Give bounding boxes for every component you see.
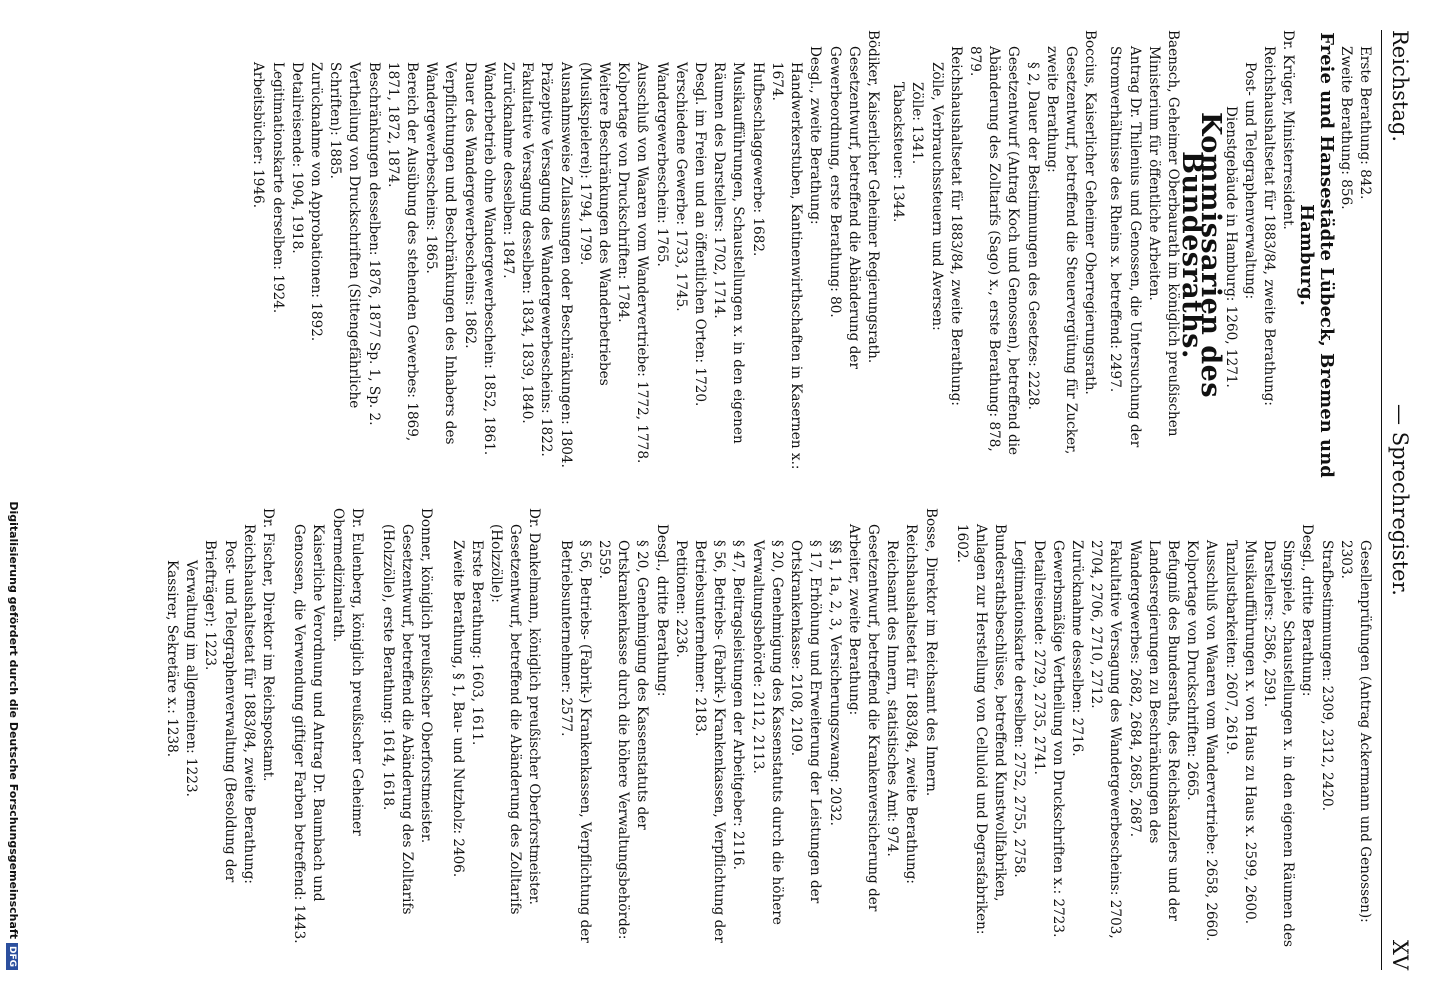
index-entry: Gewerbsmäßige Vertheilung von Druckschriften x.: 2723.	[1049, 540, 1066, 938]
index-entry: Fakultative Versagung desselben: 1834, 1839, 1840.	[519, 62, 536, 424]
index-entry: Post- und Telegraphenverwaltung:	[1241, 62, 1258, 300]
index-entry: Dauer des Wandergewerbescheins: 1862.	[461, 62, 478, 349]
index-entry: Musikaufführungen x. von Haus zu Haus x. 2599, 2600.	[1241, 540, 1258, 925]
index-entry: Desgl., dritte Berathung:	[1299, 524, 1316, 697]
index-entry: § 2, Dauer der Bestimmungen des Gesetzes: 2228.	[1024, 62, 1041, 410]
index-entry: Verpflichtungen und Beschränkungen des Inhabers des Wandergewerbescheins: 1865.	[423, 62, 459, 445]
right-column	[40, 508, 1374, 958]
index-entry: Gesellenprüfungen (Antrag Ackermann und Genossen): 2303.	[1337, 540, 1373, 923]
index-entry: Zurücknahme desselben: 2716.	[1068, 540, 1085, 757]
index-entry: Hufbeschlaggewerbe: 1682.	[749, 62, 766, 257]
funding-text: Digitalisierung gefördert durch die Deutsche Forschungsgemeinschaft	[7, 501, 20, 939]
index-entry: Gesetzentwurf, betreffend die Abänderung der Gewerbeordnung, erste Berathung: 80.	[826, 46, 862, 369]
index-entry: Gesetzentwurf, betreffend die Krankenversicherung der Arbeiter, zweite Berathung:	[845, 524, 881, 912]
entry-spacer	[543, 508, 555, 958]
index-entry: Reichshaushaltsetat für 1883/84, zweite Berathung:	[903, 524, 920, 884]
index-entry: Gesetzentwurf, betreffend die Abänderung des Zolltarifs (Holzzölle):	[488, 524, 524, 915]
index-entry: Zölle: 1341.	[909, 82, 926, 165]
index-entry: Reichsamt des Innern, statistisches Amt: 974.	[884, 540, 901, 857]
entry-spacer	[940, 508, 952, 958]
index-entry: Detailreisende: 1904, 1918.	[288, 62, 305, 254]
index-entry: Bereich der Ausübung des stehenden Gewerbes: 1869, 1871, 1872, 1874.	[384, 62, 421, 442]
index-entry: Boccius, Kaiserlicher Geheimer Oberregierungsrath.	[1082, 30, 1099, 395]
index-entry: Erste Berathung: 842.	[1357, 46, 1373, 200]
index-entry: Weitere Beschränkungen des Wanderbetriebes (Musikspielerei): 1794, 1799.	[576, 62, 613, 386]
index-entry: Reichshaushaltsetat für 1883/84, zweite Berathung:	[1260, 46, 1277, 406]
index-entry: Desgl. im Freien und an öffentlichen Orten: 1720.	[692, 62, 709, 407]
index-entry: Ausschluß von Waaren vom Wandervertriebe: 2658, 2660.	[1203, 540, 1220, 942]
index-entry: Tabacksteuer: 1344.	[890, 82, 907, 223]
index-entry: Gesetzentwurf (Antrag Koch und Genossen), betreffend die Abänderung des Zolltarifs (Sago) x., erste Berathung: 878, 879.	[966, 46, 1022, 456]
index-entry: Beschränkungen desselben: 1876, 1877 Sp. 1, Sp. 2.	[365, 62, 382, 426]
index-entry: Dr. Fischer, Direktor im Reichspostamt.	[260, 508, 277, 782]
index-entry: § 20, Genehmigung des Kassenstatuts der Ortskrankenkasse durch die höhere Verwaltungsbehörde: 2559.	[596, 540, 651, 940]
index-entry: Handwerkerstuben, Kantinenwirthschaften in Kasernen x.: 1674.	[768, 62, 805, 470]
index-entry: Donner, königlich preußischer Oberforstmeister.	[418, 508, 435, 844]
index-entry: § 17, Erhöhung und Erweiterung der Leistungen der Ortskrankenkasse: 2108, 2109.	[788, 540, 824, 904]
index-entry: Legitimationskarte derselben: 1924.	[269, 62, 286, 314]
index-entry: § 47, Beitragsleistungen der Arbeitgeber: 2116.	[730, 540, 747, 870]
funding-stamp	[6, 40, 20, 970]
header-center: — Sprechregister.	[1388, 404, 1412, 596]
index-entry: Dr. Dankelmann, königlich preußischer Oberforstmeister.	[526, 508, 543, 905]
index-entry: Ausschluß von Waaren vom Wandervertriebe: 1772, 1778.	[634, 62, 651, 464]
index-entry: Erste Berathung: 1603, 1611.	[468, 540, 485, 746]
page-number: XV	[1388, 939, 1412, 970]
index-entry: § 20, Genehmigung des Kassenstatuts durch die höhere Verwaltungsbehörde: 2112, 2113.	[749, 540, 785, 925]
index-entry: Wandergewerbeschein: 1765.	[653, 62, 670, 267]
section-heading: Freie und Hansestädte Lübeck, Bremen und Hamburg.	[1296, 32, 1337, 478]
index-entry: Kolportage von Druckschriften: 1784.	[615, 62, 632, 323]
index-entry: Detailreisende: 2729, 2735, 2741.	[1030, 540, 1047, 775]
index-entry: Zurücknahme desselben: 1847.	[500, 62, 517, 279]
index-entry: Desgl., dritte Berathung:	[653, 524, 670, 697]
index-entry: Vertheilung von Druckschriften (Sittengefährliche Schriften): 1885.	[327, 62, 363, 409]
index-entry: Musikaufführungen, Schaustellungen x. in den eigenen Räumen des Darstellers: 1702, 1714.	[711, 62, 747, 444]
dfg-logo: DFG	[6, 943, 18, 970]
index-entry: Zweite Berathung: 856.	[1337, 46, 1354, 210]
page-header	[1382, 30, 1416, 970]
index-entry: Befugniß des Bundesraths, des Reichskanzlers und der Landesregierungen zu Beschränkungen des Wandergewerbes: 2682, 2684, 2685, 2687.	[1126, 540, 1181, 921]
index-entry: Bundesrathsbeschlüsse, betreffend Kunstwollfabriken, Anlagen zur Herstellung von Celluloid und Degrasfabriken: 1602.	[953, 524, 1009, 935]
entry-spacer	[366, 508, 378, 958]
index-entry: Verwaltung im allgemeinen: 1223.	[183, 560, 200, 797]
entry-spacer	[435, 508, 447, 958]
index-entry: Dr. Eulenberg, königlich preußischer Geheimer Obermedizinalrath.	[329, 508, 365, 836]
index-entry: Desgl., zweite Berathung:	[807, 46, 824, 225]
section-heading: Kommissarien des Bundesraths.	[1176, 111, 1227, 399]
index-entry: Arbeitsbücher: 1946.	[250, 62, 267, 209]
index-entry: Singspiele, Schaustellungen x. in den eigenen Räumen des Darstellers: 2586, 2591.	[1260, 540, 1297, 947]
index-entry: Kassirer, Sekretäre x.: 1238.	[164, 560, 181, 758]
index-entry: Legitimationskarte derselben: 2752, 2755, 2758.	[1011, 540, 1028, 878]
index-entry: Baensch, Geheimer Oberbaurath im königlich preußischen Ministerium für öffentliche Arbeiten.	[1145, 30, 1181, 437]
index-entry: Wanderbetrieb ohne Wandergewerbeschein: 1852, 1861.	[480, 62, 497, 456]
index-entry: Gesetzentwurf, betreffend die Abänderung des Zolltarifs (Holzzölle), erste Berathung: 1614, 1618.	[380, 524, 416, 915]
index-entry: Verschiedene Gewerbe: 1733, 1745.	[672, 62, 689, 312]
header-rule	[1381, 30, 1382, 970]
index-entry: § 56, Betriebs- (Fabrik-) Krankenkassen, Verpflichtung der Betriebsunternehmer: 2183.	[692, 540, 728, 943]
index-entry: Bosse, Direktor im Reichsamt des Innern.	[922, 508, 939, 797]
index-entry: Ausnahmsweise Zulassungen oder Beschränkungen: 1804.	[557, 62, 574, 468]
index-entry: Post- und Telegraphenverwaltung (Besoldung der Briefträger): 1223.	[202, 540, 238, 883]
index-entry: Petitionen: 2236.	[672, 540, 689, 658]
index-entry: Kolportage von Druckschriften: 2665.	[1184, 540, 1201, 801]
index-entry: Reichshaushaltsetat für 1883/84, zweite Berathung:	[947, 46, 964, 406]
index-entry: Zurücknahme von Approbationen: 1892.	[308, 62, 325, 342]
left-column	[40, 30, 1374, 480]
index-entry: Dr. Krüger, Ministerresident.	[1280, 30, 1297, 230]
index-entry: Fakultative Versagung des Wandergewerbescheins: 2703, 2704, 2706, 2710, 2712.	[1088, 540, 1124, 939]
index-entry: Zölle, Verbrauchssteuern und Aversen:	[928, 62, 945, 331]
index-entry: Zweite Berathung, § 1, Bau- und Nutzholz: 2406.	[449, 540, 466, 878]
entry-spacer	[277, 508, 289, 958]
index-entry: §§ 1, 1a, 2, 3, Versicherungszwang: 2032.	[826, 540, 843, 826]
index-entry: Tanzlustbarkeiten: 2607, 2619.	[1222, 540, 1239, 755]
index-entry: Kaiserliche Verordnung und Antrag Dr. Baumbach und Genossen, die Verwendung giftiger Farben betreffend: 1443.	[291, 524, 327, 944]
header-left: Reichstag.	[1388, 30, 1412, 143]
index-entry: Antrag Dr. Thilenius und Genossen, die Untersuchung der Stromverhältnisse des Rheins x. betreffend: 2497.	[1107, 46, 1143, 448]
index-entry: Reichshaushaltsetat für 1883/84, zweite Berathung:	[240, 524, 257, 884]
index-entry: Dienstgebäude in Hamburg: 1260, 1271.	[1222, 106, 1239, 388]
index-entry: Präzeptive Versagung des Wandergewerbescheins: 1822.	[538, 62, 555, 457]
index-entry: § 56, Betriebs- (Fabrik-) Krankenkassen, Verpflichtung der Betriebsunternehmer: 2577.	[557, 540, 593, 943]
index-entry: Strafbestimmungen: 2309, 2312, 2420.	[1318, 540, 1335, 812]
index-entry: Bödiker, Kaiserlicher Geheimer Regierungsrath.	[864, 30, 881, 364]
index-entry: Gesetzentwurf, betreffend die Steuervergütung für Zucker, zweite Berathung:	[1043, 46, 1079, 455]
